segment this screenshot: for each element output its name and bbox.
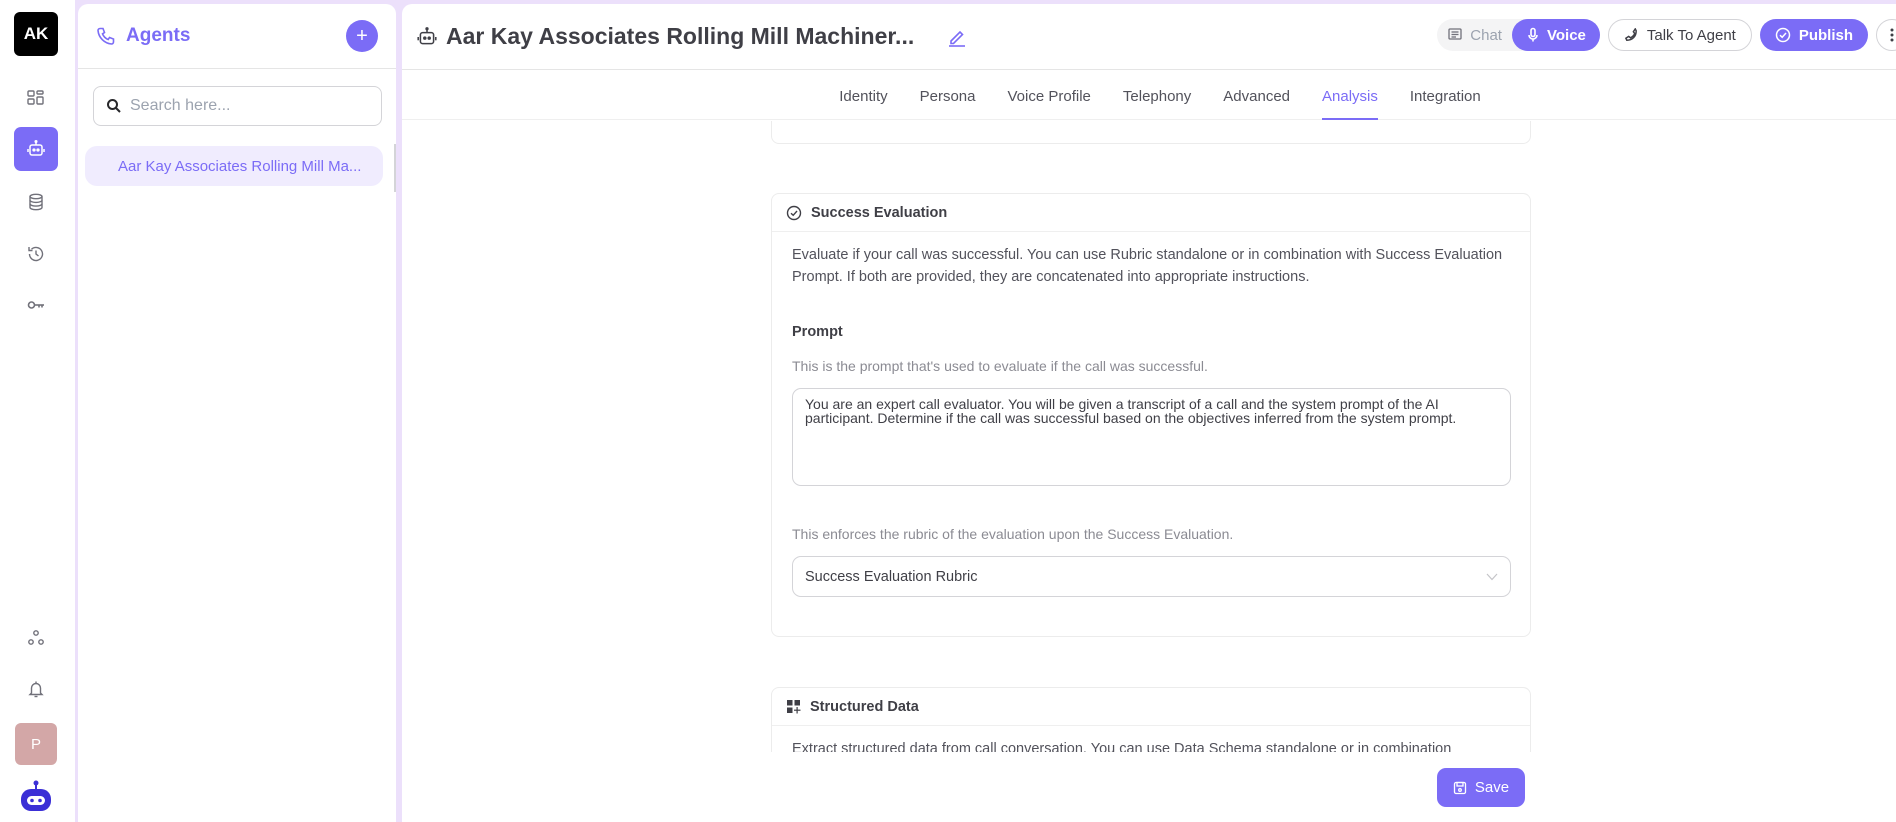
agent-name: Aar Kay Associates Rolling Mill Ma... bbox=[118, 157, 362, 175]
search-box[interactable] bbox=[93, 86, 382, 126]
chat-mode-option[interactable] bbox=[1437, 19, 1512, 51]
structured-data-header bbox=[772, 688, 1530, 726]
workspace-logo[interactable]: AK bbox=[14, 12, 58, 56]
agent-editor bbox=[402, 4, 1896, 822]
user-avatar[interactable]: P bbox=[15, 723, 57, 765]
nav-keys[interactable] bbox=[14, 283, 58, 327]
nav-integrations[interactable] bbox=[14, 616, 58, 660]
widgets-add-icon bbox=[786, 699, 801, 714]
phone-icon bbox=[96, 26, 116, 46]
editor-tabs bbox=[402, 70, 1896, 120]
plus-icon: + bbox=[356, 24, 368, 47]
nav-agents[interactable] bbox=[14, 127, 58, 171]
chat-label: Chat bbox=[1470, 26, 1502, 44]
more-vertical-icon bbox=[1890, 28, 1894, 42]
rubric-select[interactable] bbox=[792, 556, 1511, 597]
agent-title: Aar Kay Associates Rolling Mill Machiner... bbox=[446, 23, 915, 49]
robot-icon bbox=[26, 139, 46, 159]
success-evaluation-card bbox=[771, 193, 1531, 637]
tab-voice-profile[interactable]: Voice Profile bbox=[1007, 88, 1091, 105]
search-icon bbox=[106, 98, 122, 114]
tab-advanced[interactable]: Advanced bbox=[1223, 88, 1290, 105]
grid-icon bbox=[26, 88, 46, 108]
agents-panel-header bbox=[78, 4, 396, 69]
header-actions bbox=[1437, 19, 1896, 51]
nav-dashboard[interactable] bbox=[14, 76, 58, 120]
microphone-icon bbox=[1526, 27, 1540, 43]
success-prompt-textarea[interactable] bbox=[792, 388, 1511, 486]
agents-panel bbox=[78, 4, 396, 822]
prompt-hint: This is the prompt that's used to evaluate if the call was successful. bbox=[792, 358, 1208, 374]
save-icon bbox=[1453, 781, 1467, 795]
search-input[interactable] bbox=[130, 97, 369, 115]
panel-scrollbar[interactable] bbox=[394, 144, 396, 192]
success-evaluation-description: Evaluate if your call was successful. You can use Rubric standalone or in combination with Success Evaluation Prompt. If both are provided, they are concatenated into appropriate instructions. bbox=[792, 247, 1503, 285]
analysis-content[interactable] bbox=[402, 121, 1896, 752]
success-evaluation-header bbox=[772, 194, 1530, 232]
robot-icon bbox=[416, 26, 438, 48]
nav-notifications[interactable] bbox=[14, 667, 58, 711]
chevron-down-icon bbox=[1486, 573, 1498, 581]
previous-section-card bbox=[771, 121, 1531, 144]
more-options-button[interactable] bbox=[1876, 19, 1896, 51]
structured-data-card bbox=[771, 687, 1531, 752]
history-icon bbox=[26, 244, 46, 264]
prompt-label: Prompt bbox=[792, 324, 843, 340]
agents-title: Agents bbox=[126, 25, 191, 46]
editor-header bbox=[402, 4, 1896, 70]
talk-to-agent-label: Talk To Agent bbox=[1646, 26, 1736, 44]
add-agent-button[interactable] bbox=[346, 20, 378, 52]
key-icon bbox=[26, 295, 46, 315]
mode-toggle[interactable] bbox=[1437, 19, 1600, 51]
publish-label: Publish bbox=[1798, 26, 1853, 44]
structured-data-title: Structured Data bbox=[810, 698, 919, 715]
nav-database[interactable] bbox=[14, 180, 58, 224]
rubric-select-value: Success Evaluation Rubric bbox=[805, 568, 978, 585]
nav-history[interactable] bbox=[14, 232, 58, 276]
phone-icon bbox=[1624, 28, 1639, 43]
nodes-icon bbox=[26, 628, 46, 648]
chat-icon bbox=[1447, 27, 1463, 43]
tab-identity[interactable]: Identity bbox=[839, 88, 888, 105]
talk-to-agent-button[interactable] bbox=[1608, 19, 1752, 51]
rubric-hint: This enforces the rubric of the evaluation upon the Success Evaluation. bbox=[792, 526, 1234, 542]
voice-label: Voice bbox=[1546, 26, 1586, 44]
database-icon bbox=[26, 192, 46, 212]
tab-telephony[interactable]: Telephony bbox=[1122, 88, 1192, 105]
tab-persona[interactable]: Persona bbox=[919, 88, 976, 105]
icon-rail bbox=[0, 0, 75, 822]
edit-title-icon[interactable] bbox=[946, 26, 968, 48]
check-circle-icon bbox=[786, 205, 802, 221]
voice-mode-option[interactable] bbox=[1512, 19, 1600, 51]
check-circle-icon bbox=[1775, 27, 1791, 43]
structured-data-description: Extract structured data from call conversation. You can use Data Schema standalone or in combination bbox=[792, 741, 1452, 752]
save-label: Save bbox=[1474, 779, 1510, 796]
save-button[interactable] bbox=[1437, 768, 1525, 807]
bot-assistant-icon[interactable] bbox=[18, 780, 54, 814]
success-evaluation-title: Success Evaluation bbox=[811, 204, 948, 221]
publish-button[interactable] bbox=[1760, 19, 1868, 51]
tab-integration[interactable]: Integration bbox=[1409, 88, 1481, 105]
bell-icon bbox=[26, 679, 46, 699]
agent-list-item[interactable] bbox=[85, 146, 383, 186]
tab-analysis[interactable]: Analysis bbox=[1306, 88, 1394, 119]
